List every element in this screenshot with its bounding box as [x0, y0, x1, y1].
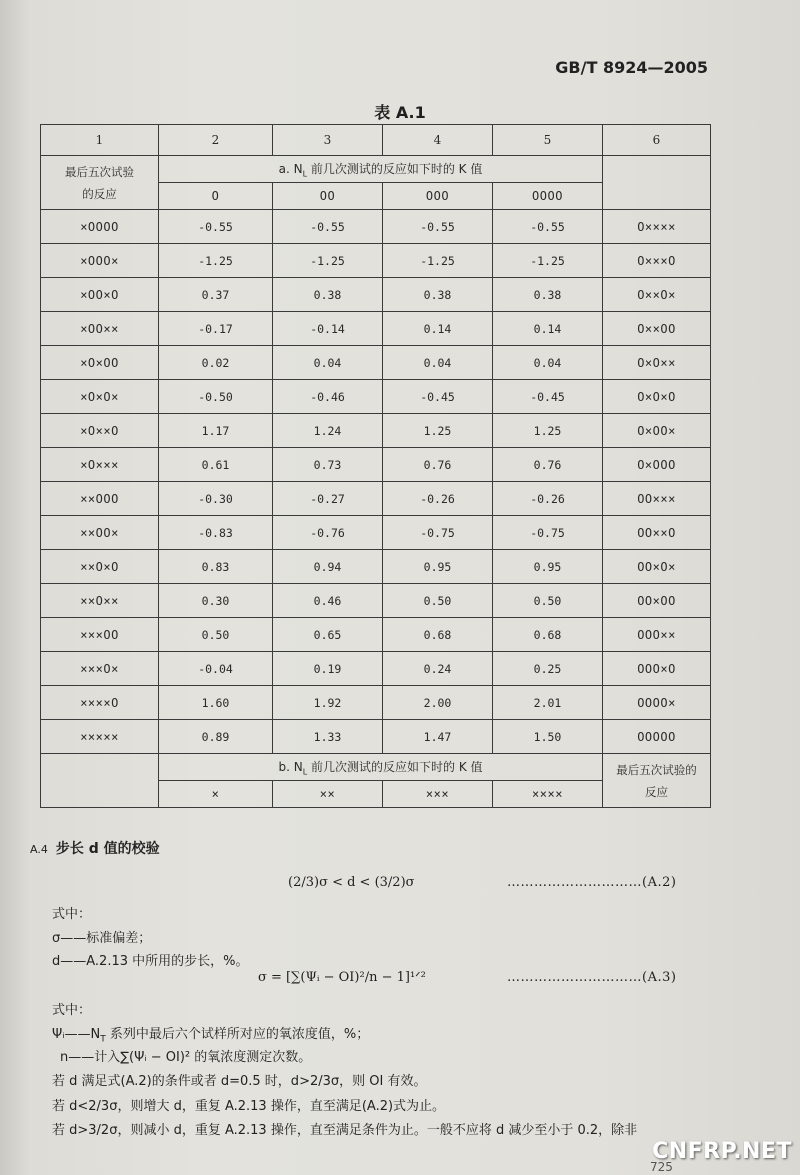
k-value-cell: 0.14: [493, 312, 603, 346]
row-code-a: ×OOO×: [41, 244, 159, 278]
k-value-cell: 1.17: [159, 414, 273, 448]
prior-a-2: OO: [273, 183, 383, 210]
prior-a-4: OOOO: [493, 183, 603, 210]
equation-a3-tag: …………………………(A.3): [507, 970, 677, 985]
table-row: [41, 516, 711, 550]
row-code-b: O×OOO: [603, 448, 711, 482]
row-code-a: ××O××: [41, 584, 159, 618]
bottom-left-empty: [41, 754, 159, 808]
k-value-cell: 0.76: [383, 448, 493, 482]
condition-2: 若 d<2/3σ，则增大 d，重复 A.2.13 操作，直至满足(A.2)式为止。: [52, 1099, 446, 1114]
row-code-b: OO×O×: [603, 550, 711, 584]
table-row: [41, 584, 711, 618]
row-code-a: ×OO×O: [41, 278, 159, 312]
k-value-cell: 1.47: [383, 720, 493, 754]
table-row: [41, 312, 711, 346]
k-value-cell: 0.38: [493, 278, 603, 312]
section-number: A.4: [30, 843, 48, 856]
d-definition: d——A.2.13 中所用的步长，%。: [52, 954, 249, 969]
table-row: [41, 448, 711, 482]
table-row: [41, 550, 711, 584]
section-b-label: b. N: [278, 759, 303, 774]
k-value-cell: -0.50: [159, 380, 273, 414]
k-value-cell: -0.26: [383, 482, 493, 516]
k-value-cell: 0.30: [159, 584, 273, 618]
row-code-a: ×××O×: [41, 652, 159, 686]
table-row: [41, 482, 711, 516]
condition-1: 若 d 满足式(A.2)的条件或者 d=0.5 时，d>2/3σ，则 OI 有效。: [52, 1074, 427, 1089]
table-row: [41, 686, 711, 720]
table-row: [41, 346, 711, 380]
k-value-cell: 1.25: [383, 414, 493, 448]
k-value-cell: -0.76: [273, 516, 383, 550]
row-code-a: ××××O: [41, 686, 159, 720]
row-code-b: OOO××: [603, 618, 711, 652]
row-code-b: OOOO×: [603, 686, 711, 720]
k-value-cell: 0.95: [383, 550, 493, 584]
right-column-header-empty: [603, 156, 711, 210]
row-code-a: ××OO×: [41, 516, 159, 550]
section-b-header-row: [41, 754, 711, 781]
row-code-b: O××OO: [603, 312, 711, 346]
prior-b-1: ×: [159, 781, 273, 808]
k-value-cell: 0.68: [383, 618, 493, 652]
section-b-subscript: L: [302, 767, 308, 777]
section-b-title: [159, 754, 603, 781]
k-value-cell: 0.76: [493, 448, 603, 482]
right-column-footer-text: 最后五次试验的反应: [616, 762, 697, 799]
k-value-cell: 0.50: [383, 584, 493, 618]
right-column-footer: [603, 754, 711, 808]
k-value-cell: -1.25: [273, 244, 383, 278]
table-row: [41, 278, 711, 312]
k-value-cell: 0.95: [493, 550, 603, 584]
sigma-definition: σ——标准偏差；: [52, 931, 152, 946]
psi-definition-subscript: T: [100, 1034, 106, 1045]
table-row: [41, 652, 711, 686]
equation-a3-formula: σ = [∑(Ψᵢ − OI)²/n − 1]¹ᐟ²: [258, 970, 426, 985]
k-value-cell: 2.00: [383, 686, 493, 720]
left-column-header-text: 最后五次试验的反应: [65, 164, 134, 201]
col-num-3: 3: [273, 125, 383, 156]
k-value-cell: -0.26: [493, 482, 603, 516]
k-value-cell: -0.83: [159, 516, 273, 550]
k-value-cell: 0.37: [159, 278, 273, 312]
k-value-cell: -0.55: [383, 210, 493, 244]
k-value-cell: 0.19: [273, 652, 383, 686]
k-value-cell: 0.89: [159, 720, 273, 754]
row-code-a: ×O×O×: [41, 380, 159, 414]
k-value-cell: 0.46: [273, 584, 383, 618]
standard-number: GB/T 8924—2005: [555, 58, 708, 77]
k-value-cell: 1.33: [273, 720, 383, 754]
k-value-cell: -0.14: [273, 312, 383, 346]
table-row: [41, 380, 711, 414]
table-row: [41, 414, 711, 448]
row-code-b: O××O×: [603, 278, 711, 312]
col-num-4: 4: [383, 125, 493, 156]
row-code-a: ×OOOO: [41, 210, 159, 244]
equation-a2-tag: …………………………(A.2): [507, 875, 677, 890]
k-value-cell: -0.45: [383, 380, 493, 414]
k-value-cell: 0.83: [159, 550, 273, 584]
n-definition: n——计入∑(Ψᵢ − OI)² 的氧浓度测定次数。: [60, 1050, 312, 1065]
row-code-b: O×O××: [603, 346, 711, 380]
k-value-cell: 0.38: [273, 278, 383, 312]
where-label-1: 式中：: [52, 907, 92, 922]
row-code-b: OOO×O: [603, 652, 711, 686]
table-row: [41, 210, 711, 244]
row-code-b: OO×OO: [603, 584, 711, 618]
header-numbers-row: [41, 125, 711, 156]
k-value-cell: 0.14: [383, 312, 493, 346]
row-code-a: ×××××: [41, 720, 159, 754]
k-value-cell: 0.04: [383, 346, 493, 380]
prior-b-2: ××: [273, 781, 383, 808]
k-value-cell: 2.01: [493, 686, 603, 720]
k-value-cell: 0.02: [159, 346, 273, 380]
section-a-subscript: L: [302, 169, 308, 179]
section-a-label: a. N: [278, 161, 303, 176]
k-value-cell: 1.92: [273, 686, 383, 720]
row-code-b: O×××O: [603, 244, 711, 278]
k-value-cell: 1.50: [493, 720, 603, 754]
psi-definition-label: Ψᵢ——N: [52, 1027, 101, 1042]
prior-a-1: O: [159, 183, 273, 210]
k-value-cell: -0.55: [273, 210, 383, 244]
k-value-cell: -0.75: [493, 516, 603, 550]
k-value-cell: 0.50: [493, 584, 603, 618]
section-a-rest: 前几次测试的反应如下时的 K 值: [307, 161, 483, 176]
prior-a-3: OOO: [383, 183, 493, 210]
watermark-logo: CNFRP.NET: [652, 1139, 792, 1164]
col-num-1: 1: [41, 125, 159, 156]
row-code-a: ×O×OO: [41, 346, 159, 380]
page-number: 725: [650, 1160, 673, 1174]
section-a-title: [159, 156, 603, 183]
section-heading: [30, 838, 770, 858]
where-label-2: 式中：: [52, 1003, 92, 1018]
table-row: [41, 720, 711, 754]
k-value-cell: 0.50: [159, 618, 273, 652]
k-value-cell: -0.27: [273, 482, 383, 516]
row-code-a: ×O××O: [41, 414, 159, 448]
row-code-b: O××××: [603, 210, 711, 244]
k-value-cell: -1.25: [493, 244, 603, 278]
k-value-cell: -1.25: [159, 244, 273, 278]
k-value-cell: 0.73: [273, 448, 383, 482]
k-value-cell: 0.68: [493, 618, 603, 652]
k-value-cell: 0.25: [493, 652, 603, 686]
k-value-cell: -0.30: [159, 482, 273, 516]
equation-a2-formula: (2/3)σ < d < (3/2)σ: [288, 875, 415, 890]
prior-b-3: ×××: [383, 781, 493, 808]
row-code-b: O×OO×: [603, 414, 711, 448]
section-b-rest: 前几次测试的反应如下时的 K 值: [307, 759, 483, 774]
section-title: 步长 d 值的校验: [55, 841, 160, 857]
col-num-6: 6: [603, 125, 711, 156]
k-value-cell: 0.24: [383, 652, 493, 686]
psi-definition-rest: 系列中最后六个试样所对应的氧浓度值，%；: [105, 1027, 370, 1042]
k-value-cell: -0.46: [273, 380, 383, 414]
row-code-a: ×O×××: [41, 448, 159, 482]
row-code-a: ×OO××: [41, 312, 159, 346]
row-code-a: ××O×O: [41, 550, 159, 584]
k-value-cell: -0.55: [493, 210, 603, 244]
k-value-cell: 0.04: [273, 346, 383, 380]
row-code-a: ×××OO: [41, 618, 159, 652]
row-code-b: OO×××: [603, 482, 711, 516]
left-column-header: [41, 156, 159, 210]
table-row: [41, 618, 711, 652]
k-value-cell: -0.17: [159, 312, 273, 346]
k-value-cell: 1.25: [493, 414, 603, 448]
k-value-cell: 1.60: [159, 686, 273, 720]
k-value-cell: -0.75: [383, 516, 493, 550]
k-value-cell: 0.65: [273, 618, 383, 652]
k-value-cell: 0.61: [159, 448, 273, 482]
row-code-b: O×O×O: [603, 380, 711, 414]
col-num-2: 2: [159, 125, 273, 156]
k-value-cell: 0.04: [493, 346, 603, 380]
k-value-cell: 1.24: [273, 414, 383, 448]
k-value-cell: 0.38: [383, 278, 493, 312]
k-value-cell: -0.55: [159, 210, 273, 244]
row-code-a: ××OOO: [41, 482, 159, 516]
row-code-b: OOOOO: [603, 720, 711, 754]
condition-3: 若 d>3/2σ，则减小 d，重复 A.2.13 操作，直至满足条件为止。一般不应将 d 减少至小于 0.2，除非: [52, 1123, 638, 1138]
k-value-cell: 0.94: [273, 550, 383, 584]
k-value-table: [40, 124, 711, 808]
psi-definition: [52, 1023, 369, 1045]
k-value-cell: -0.45: [493, 380, 603, 414]
row-code-b: OO××O: [603, 516, 711, 550]
col-num-5: 5: [493, 125, 603, 156]
section-a-header-row: [41, 156, 711, 183]
k-value-cell: -1.25: [383, 244, 493, 278]
table-row: [41, 244, 711, 278]
prior-b-4: ××××: [493, 781, 603, 808]
table-title: 表 A.1: [374, 103, 426, 122]
k-value-cell: -0.04: [159, 652, 273, 686]
